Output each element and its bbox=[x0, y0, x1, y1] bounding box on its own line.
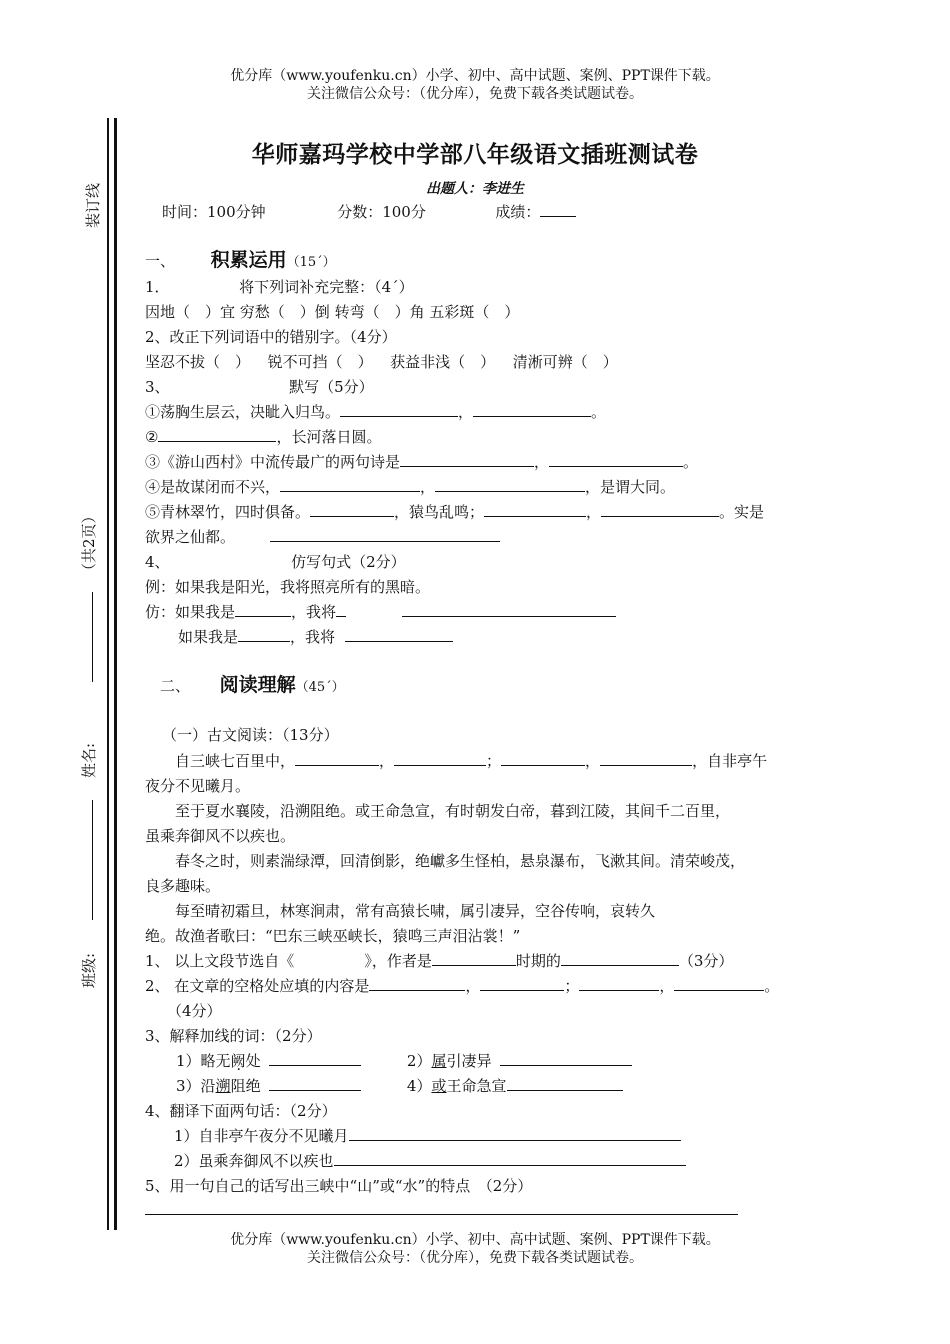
text: 1）自非亭午夜分不见曦月 bbox=[174, 1127, 349, 1145]
p2-passage-2: 至于夏水襄陵，沿溯阻绝。或王命急宣，有时朝发白帝，暮到江陵，其间千二百里， bbox=[175, 802, 731, 820]
p1-q1-text: 将下列词补充完整：（4´） bbox=[239, 278, 414, 296]
p1-q3-num: 3、 bbox=[145, 378, 170, 396]
answer-blank[interactable] bbox=[507, 1076, 623, 1091]
p1-q3-3 bbox=[145, 452, 698, 472]
text: ， bbox=[585, 752, 601, 770]
text: 3）沿 bbox=[176, 1077, 216, 1095]
p2-q1 bbox=[145, 951, 733, 971]
text: ， bbox=[586, 503, 602, 521]
text: 仿：如果我是 bbox=[145, 603, 236, 621]
answer-blank[interactable] bbox=[400, 452, 534, 467]
binding-name-label: 姓名: bbox=[80, 742, 98, 778]
p1-q3-4 bbox=[145, 477, 675, 497]
p1-q1-item[interactable]: 因地（ ）宜 bbox=[145, 303, 236, 321]
answer-blank[interactable] bbox=[579, 976, 659, 991]
marked-word: 阙 bbox=[230, 1052, 246, 1070]
answer-blank[interactable] bbox=[394, 751, 486, 766]
answer-blank[interactable] bbox=[269, 1051, 361, 1066]
p2-passage-1b: 夜分不见曦月。 bbox=[145, 777, 251, 795]
p1-q1-items bbox=[145, 302, 519, 322]
p2-q3: 3、解释加线的词：（2分） bbox=[145, 1027, 322, 1045]
binding-blank-1 bbox=[92, 592, 93, 682]
text: ，猿鸟乱鸣； bbox=[394, 503, 485, 521]
header-line-2: 关注微信公众号：（优分库），免费下载各类试题试卷。 bbox=[307, 86, 643, 102]
part1-points: （15´） bbox=[286, 255, 336, 270]
text: 。 bbox=[764, 977, 780, 995]
p1-q4-imitate bbox=[145, 602, 616, 622]
text: 王命急宣 bbox=[446, 1077, 507, 1095]
binding-class-label: 班级: bbox=[80, 952, 98, 988]
p1-q2-items bbox=[145, 352, 618, 372]
answer-blank[interactable] bbox=[501, 751, 585, 766]
p1-q1-item[interactable]: 转弯（ ）角 bbox=[334, 303, 425, 321]
binding-pages: （共2页） bbox=[80, 508, 98, 578]
text: 。 bbox=[591, 403, 607, 421]
text: 时期的 bbox=[515, 952, 561, 970]
text: ，是谓大同。 bbox=[585, 478, 676, 496]
p1-q4-text: 仿写句式（2分） bbox=[291, 553, 406, 571]
p2-passage-1 bbox=[175, 751, 767, 771]
answer-blank[interactable] bbox=[549, 452, 683, 467]
p2-q2 bbox=[145, 976, 779, 996]
p1-q2: 2、改正下列词语中的错别字。（4分） bbox=[145, 328, 397, 346]
text: ④是故谋闭而不兴， bbox=[145, 478, 281, 496]
p1-q4-example: 例：如果我是阳光，我将照亮所有的黑暗。 bbox=[145, 578, 431, 596]
p2-passage-3: 春冬之时，则素湍绿潭，回清倒影，绝巘多生怪柏，悬泉瀑布，飞漱其间。清荣峻茂， bbox=[175, 852, 746, 870]
p2-q4-1 bbox=[174, 1126, 681, 1146]
p1-q3-1 bbox=[145, 402, 606, 422]
p1-q2-item[interactable]: 获益非浅（ ） bbox=[390, 353, 496, 371]
answer-blank[interactable] bbox=[334, 1151, 686, 1166]
answer-blank[interactable] bbox=[435, 477, 585, 492]
exam-author: 出题人：李进生 bbox=[426, 181, 524, 197]
answer-blank[interactable] bbox=[369, 976, 465, 991]
text: 引凄异 bbox=[446, 1052, 492, 1070]
p1-q4 bbox=[145, 552, 406, 572]
text: ①荡胸生层云，决眦入归鸟。 bbox=[145, 403, 341, 421]
p1-q1-item[interactable]: 穷愁（ ）倒 bbox=[239, 303, 330, 321]
marked-word: 溯 bbox=[215, 1077, 231, 1095]
answer-blank[interactable] bbox=[561, 951, 679, 966]
part1-num: 一、 bbox=[145, 252, 176, 270]
answer-blank[interactable] bbox=[238, 627, 290, 642]
answer-blank[interactable] bbox=[280, 477, 420, 492]
footer-line-2: 关注微信公众号：（优分库），免费下载各类试题试卷。 bbox=[307, 1250, 643, 1266]
p1-q2-item[interactable]: 锐不可挡（ ） bbox=[267, 353, 373, 371]
header-line-1: 优分库（www.youfenku.cn）小学、初中、高中试题、案例、PPT课件下载。 bbox=[230, 68, 720, 84]
answer-blank[interactable] bbox=[473, 402, 591, 417]
text: 自三峡七百里中， bbox=[175, 752, 296, 770]
part2-points: （45´） bbox=[295, 680, 345, 695]
p2-q5: 5、用一句自己的话写出三峡中“山”或“水”的特点 （2分） bbox=[145, 1177, 533, 1195]
p1-q3-5 bbox=[145, 502, 764, 522]
text: ， bbox=[420, 478, 436, 496]
part2-title: 阅读理解 bbox=[219, 674, 296, 696]
p1-q3-2 bbox=[145, 427, 381, 447]
text: 处 bbox=[245, 1052, 261, 1070]
part1-heading bbox=[145, 250, 336, 273]
marked-word: 属 bbox=[431, 1052, 447, 1070]
text: 2） bbox=[406, 1052, 432, 1070]
text: 阻绝 bbox=[230, 1077, 261, 1095]
text: 1、 以上文段节选自《 bbox=[145, 952, 295, 970]
text: 。 bbox=[683, 453, 699, 471]
p2-passage-4: 每至晴初霜旦，林寒涧肃，常有高猿长啸，属引凄异，空谷传响，哀转久 bbox=[175, 902, 656, 920]
p2-q4-2 bbox=[174, 1151, 686, 1171]
p2-q4: 4、翻译下面两句话：（2分） bbox=[145, 1102, 337, 1120]
answer-blank[interactable] bbox=[295, 751, 379, 766]
text: ； bbox=[486, 752, 502, 770]
p2-q3-row1 bbox=[176, 1051, 632, 1071]
answer-blank[interactable] bbox=[269, 1076, 361, 1091]
answer-blank[interactable] bbox=[480, 976, 564, 991]
p1-q3 bbox=[145, 377, 374, 397]
p1-q3-5b bbox=[145, 527, 500, 547]
footer-line-1: 优分库（www.youfenku.cn）小学、初中、高中试题、案例、PPT课件下载。 bbox=[230, 1232, 720, 1248]
p1-q1-item[interactable]: 五彩斑（ ） bbox=[429, 303, 520, 321]
answer-blank[interactable] bbox=[345, 627, 453, 642]
text: 2、 在文章的空格处应填的内容是 bbox=[145, 977, 370, 995]
exam-score: 分数：100分 bbox=[337, 203, 426, 221]
text: 》，作者是 bbox=[364, 952, 432, 970]
text: 2）虽乘奔御风不以疾也 bbox=[174, 1152, 334, 1170]
p2-passage-2b: 虽乘奔御风不以疾也。 bbox=[145, 827, 296, 845]
answer-blank[interactable] bbox=[601, 502, 719, 517]
p2-sub1: （一）古文阅读：（13分） bbox=[162, 726, 339, 744]
p1-q4-num: 4、 bbox=[145, 553, 170, 571]
binding-bar-thick bbox=[114, 118, 117, 1230]
p1-q4-imitate2 bbox=[178, 627, 453, 647]
exam-title: 华师嘉玛学校中学部八年级语文插班测试卷 bbox=[251, 141, 699, 168]
exam-grade: 成绩： bbox=[495, 203, 541, 221]
answer-blank[interactable] bbox=[674, 976, 764, 991]
part1-title: 积累运用 bbox=[210, 249, 287, 271]
text: ，我将 bbox=[291, 603, 337, 621]
answer-blank[interactable] bbox=[484, 502, 586, 517]
exam-time: 时间：100分钟 bbox=[162, 203, 266, 221]
answer-blank[interactable] bbox=[500, 1051, 632, 1066]
binding-bar-thin bbox=[107, 118, 109, 1230]
p2-q3-row2 bbox=[176, 1076, 623, 1096]
text: ③《游山西村》中流传最广的两句诗是 bbox=[145, 453, 401, 471]
p1-q3-text: 默写（5分） bbox=[289, 378, 374, 396]
answer-blank[interactable] bbox=[432, 951, 516, 966]
answer-blank[interactable] bbox=[349, 1126, 681, 1141]
text: （3分） bbox=[678, 952, 734, 970]
binding-blank-2 bbox=[92, 800, 93, 920]
part2-num: 二、 bbox=[160, 677, 191, 695]
exam-info bbox=[162, 202, 576, 222]
text: ， bbox=[379, 752, 395, 770]
p1-q2-item[interactable]: 清淅可辨（ ） bbox=[512, 353, 618, 371]
text: ② bbox=[145, 428, 159, 446]
text: 1）略无 bbox=[176, 1052, 231, 1070]
p2-q2b: （4分） bbox=[167, 1002, 222, 1020]
answer-blank[interactable] bbox=[600, 751, 692, 766]
p1-q2-item[interactable]: 坚忍不拔（ ） bbox=[145, 353, 251, 371]
text: 欲界之仙都。 bbox=[145, 528, 236, 546]
part2-heading bbox=[160, 675, 345, 698]
text: 。实是 bbox=[719, 503, 765, 521]
text: ； bbox=[564, 977, 580, 995]
answer-blank[interactable] bbox=[336, 602, 346, 617]
text: ，长河落日圆。 bbox=[276, 428, 382, 446]
marked-word: 或 bbox=[431, 1077, 447, 1095]
text: ⑤青林翠竹，四时俱备。 bbox=[145, 503, 311, 521]
text: ， bbox=[659, 977, 675, 995]
binding-line-label: 装订线 bbox=[84, 182, 102, 228]
p2-passage-4b: 绝。故渔者歌曰：“巴东三峡巫峡长，猿鸣三声泪沾裳！” bbox=[145, 927, 521, 945]
grade-blank[interactable] bbox=[540, 202, 576, 217]
text: 如果我是 bbox=[178, 628, 239, 646]
answer-blank[interactable] bbox=[340, 402, 458, 417]
p2-q5-answer-line[interactable] bbox=[145, 1214, 738, 1215]
p1-q1 bbox=[145, 277, 414, 297]
text: 4） bbox=[406, 1077, 432, 1095]
answer-blank[interactable] bbox=[402, 602, 616, 617]
text: ， bbox=[465, 977, 481, 995]
text: ，我将 bbox=[290, 628, 336, 646]
text: ， bbox=[534, 453, 550, 471]
p2-passage-3b: 良多趣味。 bbox=[145, 877, 221, 895]
answer-blank[interactable] bbox=[235, 602, 291, 617]
text: ，自非亭午 bbox=[692, 752, 768, 770]
answer-blank[interactable] bbox=[158, 427, 276, 442]
answer-blank[interactable] bbox=[270, 527, 500, 542]
answer-blank[interactable] bbox=[310, 502, 394, 517]
text: ， bbox=[458, 403, 474, 421]
p1-q1-num: 1． bbox=[145, 278, 170, 296]
